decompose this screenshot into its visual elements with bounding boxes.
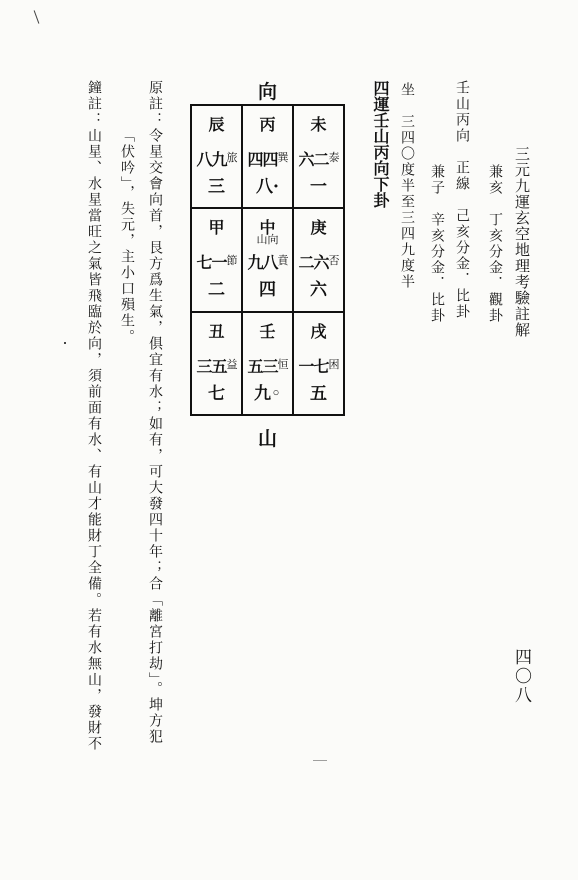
scan-mark	[313, 760, 327, 761]
period-star: 五	[310, 383, 327, 404]
palace-label: 戌	[310, 321, 327, 341]
palace-cell	[293, 312, 344, 415]
mountain-water-stars	[192, 250, 241, 273]
info-line-2: 壬山丙向 正線 己亥分金．比卦	[454, 80, 470, 320]
mountain-water-stars	[243, 250, 292, 273]
palace-cell	[242, 208, 293, 311]
palace-label: 未	[310, 115, 327, 134]
hexagram-name: 旅	[226, 151, 237, 164]
palace-cell	[293, 208, 344, 311]
mountain-water-stars	[294, 354, 343, 377]
palace-label: 壬	[259, 321, 276, 341]
period-star: 二	[208, 280, 225, 301]
hexagram-name: 節	[226, 254, 237, 268]
star-pair: 九八	[247, 253, 278, 273]
hexagram-name: 賁	[277, 254, 288, 268]
original-annotation-continued: 「伏吟」，失元，主小口殞生。	[119, 128, 135, 345]
palace-label: 辰	[208, 115, 225, 134]
star-pair: 六二	[298, 150, 329, 169]
palace-cell	[242, 105, 293, 208]
page-number: 四〇八	[511, 648, 531, 705]
mountain-water-stars	[294, 250, 343, 273]
palace-cell	[191, 312, 242, 415]
hexagram-name: 困	[328, 357, 339, 371]
hexagram-name: 否	[328, 254, 339, 268]
palace-cell	[191, 105, 242, 208]
info-line-4: 坐 三四〇度半至三四九度半	[399, 82, 415, 290]
palace-note: 山向	[256, 233, 279, 247]
scan-mark	[34, 10, 40, 23]
palace-label: 丑	[208, 321, 225, 341]
sitting-label: 山	[258, 428, 278, 450]
mountain-water-stars	[243, 354, 292, 377]
palace-cell	[242, 312, 293, 415]
zhong-annotation: 鐘註：山星、水星當旺之氣皆飛臨於向，須前面有水、有山才能財丁全備。若有水無山，發財不	[86, 80, 102, 752]
palace-label: 甲	[208, 218, 225, 238]
period-star: 九◦	[253, 383, 282, 404]
palace-label: 丙	[259, 115, 276, 134]
original-annotation: 原註：令星交會向首，艮方爲生氣，俱宜有水；如有，可大發四十年；合「離宮打劫」。坤方犯	[147, 80, 163, 745]
period-star: 八·	[256, 177, 279, 197]
chart-heading: 四運壬山丙向下卦	[371, 80, 390, 208]
period-star: 一	[310, 177, 327, 197]
star-pair: 一七	[298, 356, 329, 376]
star-pair: 八九	[196, 150, 227, 169]
star-pair: 二六	[298, 253, 329, 273]
info-line-1: 兼亥 丁亥分金．觀卦	[487, 164, 503, 324]
star-pair: 五三	[247, 356, 278, 376]
star-pair: 四四	[247, 150, 278, 169]
period-star: 三	[208, 177, 225, 197]
period-star: 四	[259, 280, 276, 301]
star-pair: 七一	[196, 253, 227, 273]
mountain-water-stars	[243, 147, 292, 170]
flying-star-chart	[190, 104, 345, 416]
period-star: 六	[310, 280, 327, 301]
mountain-water-stars	[192, 354, 241, 377]
facing-label: 向	[258, 81, 278, 103]
hexagram-name: 泰	[328, 151, 339, 164]
mountain-water-stars	[192, 147, 241, 170]
hexagram-name: 益	[226, 357, 237, 371]
header-title: 三元九運玄空地理考驗註解	[513, 146, 531, 338]
info-line-3: 兼子 辛亥分金．比卦	[429, 164, 445, 324]
palace-label: 庚	[310, 218, 327, 238]
star-pair: 三五	[196, 356, 227, 376]
palace-label: 中	[259, 218, 276, 238]
hexagram-name: 恒	[277, 357, 288, 371]
palace-cell	[191, 208, 242, 311]
mountain-water-stars	[294, 147, 343, 170]
period-star: 七	[208, 383, 225, 404]
hexagram-name: 巽	[277, 151, 288, 164]
palace-cell	[293, 105, 344, 208]
scan-mark	[64, 342, 66, 344]
